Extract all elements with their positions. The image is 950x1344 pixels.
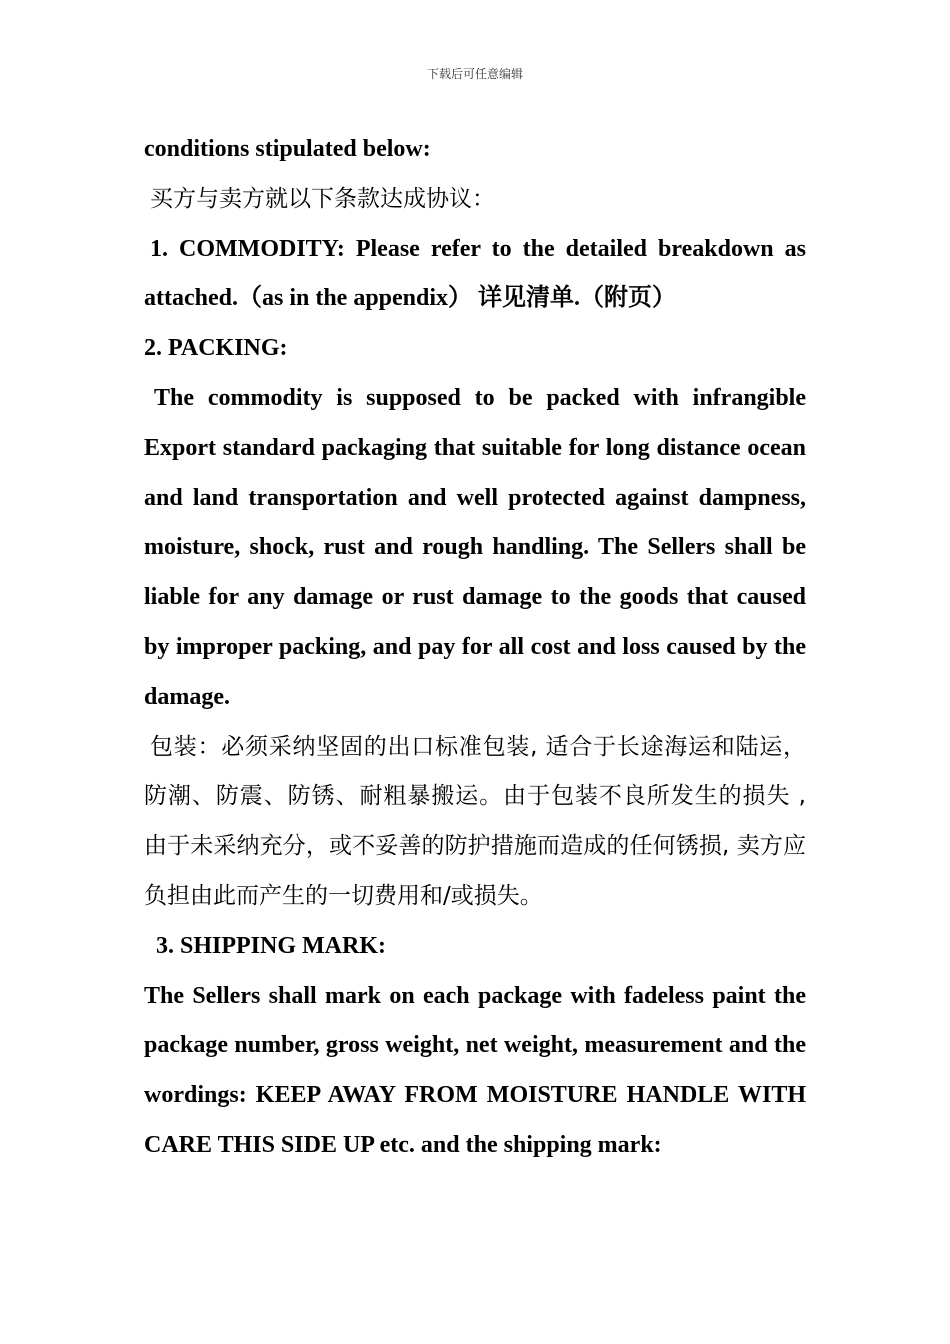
- commodity-heading: 1. COMMODITY: Please refer to the detailed breakdown as: [150, 235, 806, 262]
- page-header: 下载后可任意编辑: [426, 67, 523, 81]
- packing-paragraph-zh: 包装：必须采纳坚固的出口标准包装, 适合于长途海运和陆运，防潮、防震、防锈、耐粗暴搬运。由于包装不良所发生的损失 , 由于未采纳充分，或不妥善的防护措施而造成的任何锈损, 卖方应负担由此而产生的一切费用和/或损失。: [144, 733, 806, 909]
- packing-heading: 2. PACKING:: [144, 335, 288, 362]
- packing-paragraph-en: The commodity is supposed to be packed with infrangible Export standard packaging that suitable for long distance ocean and land transportation and well protected against dampness, moisture, shock, rust and rough handling. The Sellers shall be liable for any damage or rust damage to the goods that caused by improper packing, and pay for all cost and loss caused by the damage.: [144, 384, 806, 710]
- document-body: [144, 125, 806, 1171]
- shipping-mark-paragraph: The Sellers shall mark on each package with fadeless paint the package number, gross weight, net weight, measurement and the wordings: KEEP AWAY FROM MOISTURE HANDLE WITH CARE THIS SIDE UP etc. and the shipping mark:: [144, 982, 806, 1158]
- agreement-line-zh: 买方与卖方就以下条款达成协议：: [150, 185, 495, 212]
- conditions-line: conditions stipulated below:: [144, 136, 431, 162]
- commodity-attached-line: attached.（as in the appendix） 详见清单.（附页）: [144, 285, 677, 312]
- shipping-mark-heading: 3. SHIPPING MARK:: [156, 932, 386, 959]
